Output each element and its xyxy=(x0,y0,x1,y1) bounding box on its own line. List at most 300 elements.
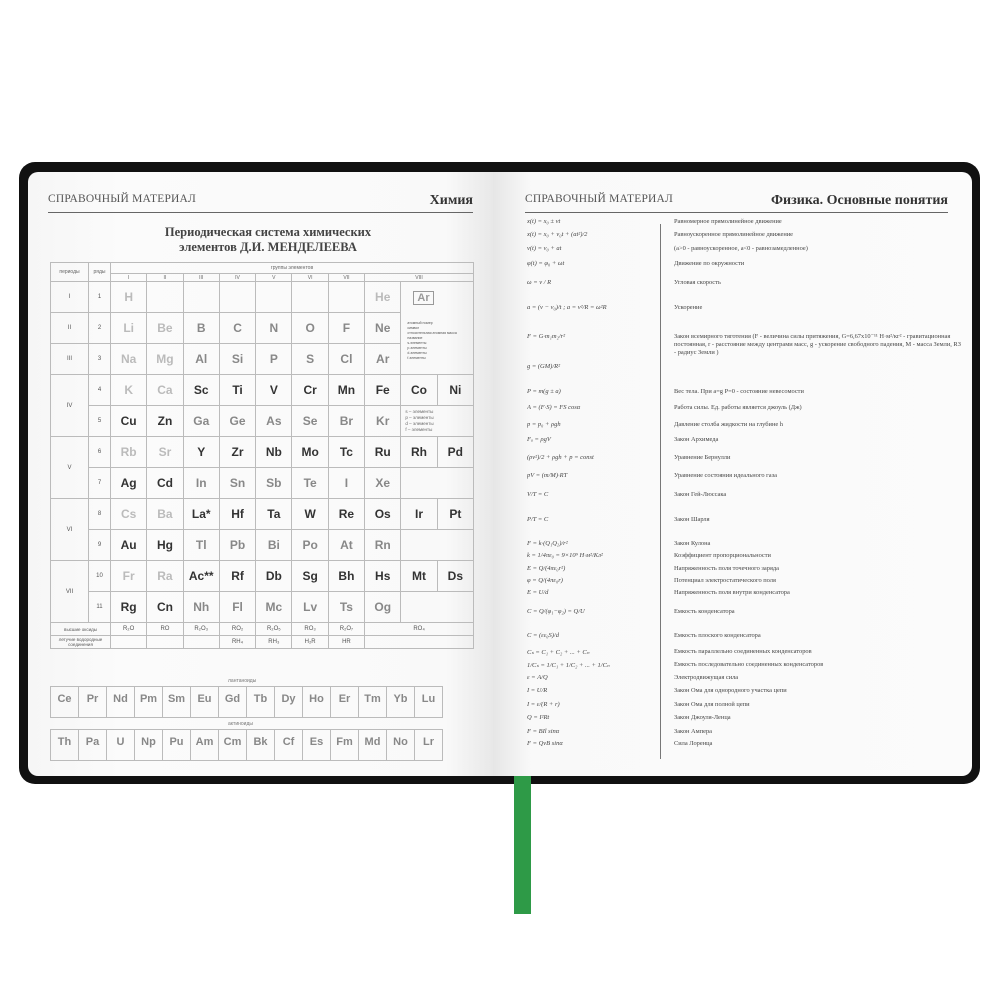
ribbon-bookmark[interactable] xyxy=(514,776,531,914)
formula: p = p₀ + ρgh xyxy=(527,421,561,428)
empty-cell xyxy=(401,530,474,561)
element-symbol: Y xyxy=(197,445,206,459)
definition: Ускорение xyxy=(674,304,703,311)
period-label: IV xyxy=(51,375,89,437)
element-symbol: Rh xyxy=(411,445,428,459)
legend-line: символ xyxy=(407,326,420,330)
table-row xyxy=(51,437,474,468)
element-symbol: Sn xyxy=(229,476,246,490)
definition: Емкость параллельно соединенных конденсаторов xyxy=(674,648,812,655)
element-cell xyxy=(365,592,401,623)
element-cell xyxy=(219,530,255,561)
element-cell xyxy=(292,313,328,344)
element-cell xyxy=(162,729,191,761)
element-cell xyxy=(292,468,328,499)
row-label: 4 xyxy=(89,375,111,406)
group-header-7: VII xyxy=(328,274,364,282)
element-symbol: Th xyxy=(57,736,72,748)
element-cell xyxy=(78,729,107,761)
element-symbol: Tc xyxy=(339,445,353,459)
title-line-2: элементов Д.И. МЕНДЕЛЕЕВА xyxy=(179,240,357,254)
element-symbol: Mo xyxy=(301,445,319,459)
element-cell xyxy=(219,499,255,530)
element-symbol: Lr xyxy=(423,736,434,748)
groups-header: группы элементов xyxy=(111,263,474,274)
compound-cell: RO xyxy=(147,623,183,636)
element-cell xyxy=(401,499,437,530)
element-symbol: Zn xyxy=(157,414,173,428)
formula: Q = I²Rt xyxy=(527,714,550,721)
element-cell xyxy=(50,729,79,761)
element-symbol: Co xyxy=(411,383,428,397)
element-cell xyxy=(256,499,292,530)
right-header-title: Физика. Основные понятия xyxy=(771,193,948,208)
row-label: 10 xyxy=(89,561,111,592)
formula: P = m(g ± a) xyxy=(527,388,561,395)
row-label: 1 xyxy=(89,282,111,313)
element-symbol: Cl xyxy=(340,352,353,366)
element-cell xyxy=(111,530,147,561)
element-symbol: Ce xyxy=(57,693,72,705)
element-symbol: Fm xyxy=(336,736,353,748)
element-symbol: Sg xyxy=(302,569,318,583)
element-symbol: Bk xyxy=(253,736,268,748)
element-cell xyxy=(134,729,163,761)
table-row xyxy=(51,499,474,530)
row-label: 7 xyxy=(89,468,111,499)
element-cell xyxy=(414,686,443,718)
formula: ε = A/Q xyxy=(527,674,548,681)
element-symbol: Zr xyxy=(231,445,244,459)
element-cell xyxy=(365,406,401,437)
definition: Емкость конденсатора xyxy=(674,608,735,615)
element-symbol: Nd xyxy=(113,693,128,705)
element-cell xyxy=(330,686,359,718)
formula: F = G·m₁m₂/r² xyxy=(527,333,566,340)
left-header-label: СПРАВОЧНЫЙ МАТЕРИАЛ xyxy=(48,193,197,205)
definition: Равномерное прямолинейное движение xyxy=(674,218,782,225)
legend-line: атомный номер xyxy=(407,321,433,325)
element-symbol: Ru xyxy=(374,445,391,459)
element-symbol: Rn xyxy=(374,538,391,552)
element-cell xyxy=(219,468,255,499)
element-cell xyxy=(183,406,219,437)
element-cell xyxy=(365,561,401,592)
group-header-2: II xyxy=(147,274,183,282)
table-row xyxy=(51,375,474,406)
element-cell xyxy=(365,468,401,499)
element-cell xyxy=(134,686,163,718)
element-cell xyxy=(111,468,147,499)
element-cell xyxy=(147,530,183,561)
element-cell xyxy=(147,282,183,313)
definition: Закон Кулона xyxy=(674,540,711,547)
group-header-5: V xyxy=(256,274,292,282)
element-cell xyxy=(147,437,183,468)
element-symbol: In xyxy=(195,476,207,490)
compound-row xyxy=(51,623,474,636)
period-label: I xyxy=(51,282,89,313)
formula: F = k·(Q₁Q₂)/r² xyxy=(527,540,568,547)
element-cell xyxy=(365,282,401,313)
element-cell xyxy=(328,499,364,530)
legend-box xyxy=(401,282,474,375)
element-symbol: Ar xyxy=(376,352,390,366)
element-cell xyxy=(256,344,292,375)
definition: Емкость плоского конденсатора xyxy=(674,632,761,639)
compound-cell: R₂O xyxy=(111,623,147,636)
period-label: VII xyxy=(51,561,89,623)
element-cell xyxy=(183,282,219,313)
group-header-6: VI xyxy=(292,274,328,282)
element-cell xyxy=(183,592,219,623)
element-symbol: O xyxy=(305,321,315,335)
element-cell xyxy=(328,561,364,592)
element-cell xyxy=(292,561,328,592)
element-symbol: Ac** xyxy=(188,569,214,583)
definition: (a>0 - равноускоренное, a<0 - равнозамедленное) xyxy=(674,245,808,252)
element-cell xyxy=(219,561,255,592)
right-page-physics xyxy=(493,172,972,776)
element-symbol: Ho xyxy=(309,693,324,705)
element-symbol: Mg xyxy=(156,352,174,366)
element-symbol: Pm xyxy=(139,693,158,705)
element-symbol: Li xyxy=(123,321,134,335)
element-symbol: Pu xyxy=(169,736,184,748)
element-symbol: Bh xyxy=(338,569,355,583)
row-label: 2 xyxy=(89,313,111,344)
definition: Сила Лоренца xyxy=(674,740,713,747)
definition: Потенциал электростатического поля xyxy=(674,577,776,584)
element-symbol: N xyxy=(269,321,279,335)
formula: a = (v − v₀)/t ; a = v²/R = ω²R xyxy=(527,304,607,311)
compound-cell: HR xyxy=(328,636,364,649)
element-symbol: Gd xyxy=(224,693,241,705)
formula: C = (εε₀S)/d xyxy=(527,632,559,639)
element-cell xyxy=(106,686,135,718)
element-symbol: Tb xyxy=(253,693,268,705)
element-cell xyxy=(302,729,331,761)
definition: Давление столба жидкости на глубине h xyxy=(674,421,783,428)
element-cell xyxy=(218,686,247,718)
element-cell xyxy=(111,344,147,375)
element-cell xyxy=(190,729,219,761)
formula: φ(t) = φ₀ + ωt xyxy=(527,260,565,267)
element-symbol: Te xyxy=(303,476,317,490)
element-symbol: Cf xyxy=(282,736,295,748)
element-cell xyxy=(50,686,79,718)
element-symbol: Sc xyxy=(193,383,209,397)
element-cell xyxy=(437,561,473,592)
element-symbol: Ni xyxy=(449,383,462,397)
element-symbol: Tm xyxy=(364,693,381,705)
column-divider xyxy=(660,224,661,759)
element-symbol: V xyxy=(269,383,278,397)
element-symbol: Hs xyxy=(375,569,391,583)
element-cell xyxy=(256,592,292,623)
element-type-line: p – элементы xyxy=(405,415,434,420)
compound-cell: RO₄ xyxy=(365,623,474,636)
title-line-1: Периодическая система химических xyxy=(164,225,372,239)
element-cell xyxy=(183,499,219,530)
element-cell xyxy=(183,313,219,344)
element-symbol: Po xyxy=(302,538,318,552)
element-cell xyxy=(292,406,328,437)
formula: E = U/d xyxy=(527,589,549,596)
legend-line: относительная атомная масса xyxy=(407,331,457,335)
formula: E = Q/(4πε₀r²) xyxy=(527,565,566,572)
legend-line: p-элементы xyxy=(407,346,427,350)
formula: v(t) = v₀ + at xyxy=(527,245,562,252)
element-cell xyxy=(330,729,359,761)
element-symbol: Es xyxy=(309,736,324,748)
element-symbol: Xe xyxy=(375,476,391,490)
definition: Напряженность поля внутри конденсатора xyxy=(674,589,790,596)
element-cell xyxy=(111,561,147,592)
element-symbol: Pr xyxy=(86,693,99,705)
element-symbol: Eu xyxy=(197,693,212,705)
element-cell xyxy=(437,499,473,530)
element-symbol: Bi xyxy=(267,538,280,552)
element-symbol: Se xyxy=(302,414,318,428)
element-symbol: Ag xyxy=(120,476,137,490)
element-symbol: Ti xyxy=(232,383,243,397)
element-symbol: Rf xyxy=(231,569,244,583)
element-symbol: Os xyxy=(374,507,391,521)
definition: Электродвижущая сила xyxy=(674,674,739,681)
left-page-chemistry xyxy=(28,172,493,776)
element-cell xyxy=(365,530,401,561)
definition: Емкость последовательно соединенных конденсаторов xyxy=(674,661,824,668)
element-cell xyxy=(219,592,255,623)
element-cell xyxy=(246,686,275,718)
element-symbol: C xyxy=(233,321,242,335)
periods-header: периоды xyxy=(51,263,89,282)
legend-symbol: Ar xyxy=(413,291,433,305)
group-header-4: IV xyxy=(219,274,255,282)
element-cell xyxy=(292,282,328,313)
element-symbol: Cs xyxy=(120,507,137,521)
element-cell xyxy=(256,561,292,592)
empty-cell xyxy=(401,468,474,499)
element-symbol: Nb xyxy=(265,445,282,459)
element-symbol: Ta xyxy=(267,507,281,521)
period-label: III xyxy=(51,344,89,375)
definition: Закон Ома для однородного участка цепи xyxy=(674,687,787,694)
element-cell xyxy=(365,375,401,406)
compound-cell: RO₃ xyxy=(292,623,328,636)
element-cell xyxy=(328,406,364,437)
element-cell xyxy=(256,468,292,499)
row-label: 6 xyxy=(89,437,111,468)
element-symbol: Pb xyxy=(229,538,246,552)
element-symbol: Cr xyxy=(303,383,317,397)
periodic-table xyxy=(50,262,474,649)
element-cell xyxy=(358,729,387,761)
formula: 1/Cₛ = 1/C₁ + 1/C₂ + ... + 1/Cₙ xyxy=(527,662,610,669)
table-row xyxy=(51,282,474,313)
formula: F = BIl sinα xyxy=(527,728,560,735)
compound-cell: RH₃ xyxy=(256,636,292,649)
definition: Коэффициент пропорциональности xyxy=(674,552,771,559)
element-cell xyxy=(256,530,292,561)
element-cell xyxy=(292,530,328,561)
definition: Закон Ампера xyxy=(674,728,712,735)
element-symbol: Np xyxy=(141,736,156,748)
element-cell xyxy=(147,406,183,437)
row-label: 11 xyxy=(89,592,111,623)
element-cell xyxy=(147,499,183,530)
element-symbol: Al xyxy=(195,352,208,366)
element-symbol: Md xyxy=(364,736,381,748)
left-header-title: Химия xyxy=(429,193,473,208)
element-symbol: Rg xyxy=(120,600,137,614)
element-cell xyxy=(365,313,401,344)
element-symbol: Hf xyxy=(231,507,244,521)
element-symbol: Lu xyxy=(421,693,436,705)
period-label: VI xyxy=(51,499,89,561)
element-cell xyxy=(365,344,401,375)
definition: Закон Джоуля-Ленца xyxy=(674,714,731,721)
row-label: 3 xyxy=(89,344,111,375)
definition: Закон Ома для полной цепи xyxy=(674,701,750,708)
element-symbol: Rb xyxy=(120,445,137,459)
element-symbol: Sm xyxy=(167,693,186,705)
element-symbol: Ir xyxy=(415,507,424,521)
element-cell xyxy=(358,686,387,718)
element-cell xyxy=(401,437,437,468)
element-symbol: Au xyxy=(120,538,137,552)
element-cell xyxy=(111,406,147,437)
row-label: 5 xyxy=(89,406,111,437)
element-cell xyxy=(111,592,147,623)
element-cell xyxy=(328,592,364,623)
element-symbol: Nh xyxy=(193,600,210,614)
element-symbol: Lv xyxy=(303,600,318,614)
definition: Угловая скорость xyxy=(674,279,721,286)
element-type-line: f – элементы xyxy=(405,427,433,432)
element-cell xyxy=(328,313,364,344)
element-type-legend xyxy=(401,406,474,437)
element-cell xyxy=(106,729,135,761)
element-cell xyxy=(147,592,183,623)
formula: φ = Q/(4πε₀r) xyxy=(527,577,563,584)
element-cell xyxy=(256,375,292,406)
element-cell xyxy=(328,344,364,375)
element-symbol: Ba xyxy=(157,507,173,521)
element-cell xyxy=(437,375,473,406)
formula: I = U/R xyxy=(527,687,548,694)
element-symbol: P xyxy=(269,352,278,366)
formula: g = (GM)/R² xyxy=(527,363,561,370)
compound-row-label: высшие оксиды xyxy=(51,623,111,636)
table-row xyxy=(51,530,474,561)
element-cell xyxy=(147,313,183,344)
element-cell xyxy=(401,375,437,406)
element-cell xyxy=(111,437,147,468)
legend-line: название xyxy=(407,336,423,340)
element-symbol: He xyxy=(375,290,391,304)
element-cell xyxy=(147,344,183,375)
formula: A = (F·S) = FS cosα xyxy=(527,404,581,411)
compound-cell xyxy=(183,636,219,649)
element-symbol: Ga xyxy=(193,414,210,428)
formula: (ρv²)/2 + ρgh + p = const xyxy=(527,454,594,461)
element-symbol: B xyxy=(196,321,206,335)
element-symbol: Cn xyxy=(156,600,173,614)
element-cell xyxy=(386,686,415,718)
element-symbol: Br xyxy=(339,414,354,428)
element-symbol: Mc xyxy=(265,600,283,614)
element-symbol: Pt xyxy=(449,507,462,521)
element-cell xyxy=(147,561,183,592)
element-cell xyxy=(292,375,328,406)
formula: C = Q/(φ₁−φ₂) = Q/U xyxy=(527,608,585,615)
formula: V/T = C xyxy=(527,491,549,498)
compound-cell xyxy=(111,636,147,649)
element-symbol: Fe xyxy=(375,383,390,397)
element-cell xyxy=(219,313,255,344)
element-cell xyxy=(401,561,437,592)
element-cell xyxy=(328,530,364,561)
empty-cell xyxy=(401,592,474,623)
element-cell xyxy=(218,729,247,761)
element-cell xyxy=(111,282,147,313)
definition: Уравнение состояния идеального газа xyxy=(674,472,777,479)
element-symbol: Er xyxy=(338,693,351,705)
element-symbol: Cm xyxy=(223,736,242,748)
group-header-3: III xyxy=(183,274,219,282)
element-symbol: Db xyxy=(265,569,282,583)
table-row xyxy=(51,561,474,592)
element-cell xyxy=(274,729,303,761)
element-symbol: Fl xyxy=(232,600,243,614)
element-cell xyxy=(292,592,328,623)
element-symbol: I xyxy=(344,476,349,490)
element-cell xyxy=(365,499,401,530)
definition: Закон Шарля xyxy=(674,516,710,523)
element-symbol: Mn xyxy=(337,383,356,397)
formula: P/T = C xyxy=(527,516,549,523)
element-cell xyxy=(365,437,401,468)
element-cell xyxy=(219,437,255,468)
element-type-line: s – элементы xyxy=(405,409,434,414)
element-symbol: H xyxy=(124,290,133,304)
formula: pV = (m/M)·RT xyxy=(527,472,568,479)
element-symbol: Fr xyxy=(122,569,135,583)
group-header-8: VIII xyxy=(365,274,474,282)
element-symbol: Be xyxy=(157,321,173,335)
definition: Равноускоренное прямолинейное движение xyxy=(674,231,794,238)
compound-row xyxy=(51,636,474,649)
element-cell xyxy=(183,530,219,561)
compound-cell: H₂R xyxy=(292,636,328,649)
element-cell xyxy=(111,499,147,530)
element-cell xyxy=(274,686,303,718)
row-label: 9 xyxy=(89,530,111,561)
formula: Cₛ = C₁ + C₂ + ... + Cₙ xyxy=(527,649,590,656)
element-cell xyxy=(190,686,219,718)
period-label: V xyxy=(51,437,89,499)
element-cell xyxy=(292,437,328,468)
element-symbol: W xyxy=(304,507,316,521)
definition: Работа силы. Ед. работы является джоуль (Дж) xyxy=(674,404,802,411)
period-label: II xyxy=(51,313,89,344)
element-symbol: Ds xyxy=(447,569,463,583)
element-cell xyxy=(292,344,328,375)
element-symbol: Mt xyxy=(412,569,427,583)
element-cell xyxy=(328,468,364,499)
